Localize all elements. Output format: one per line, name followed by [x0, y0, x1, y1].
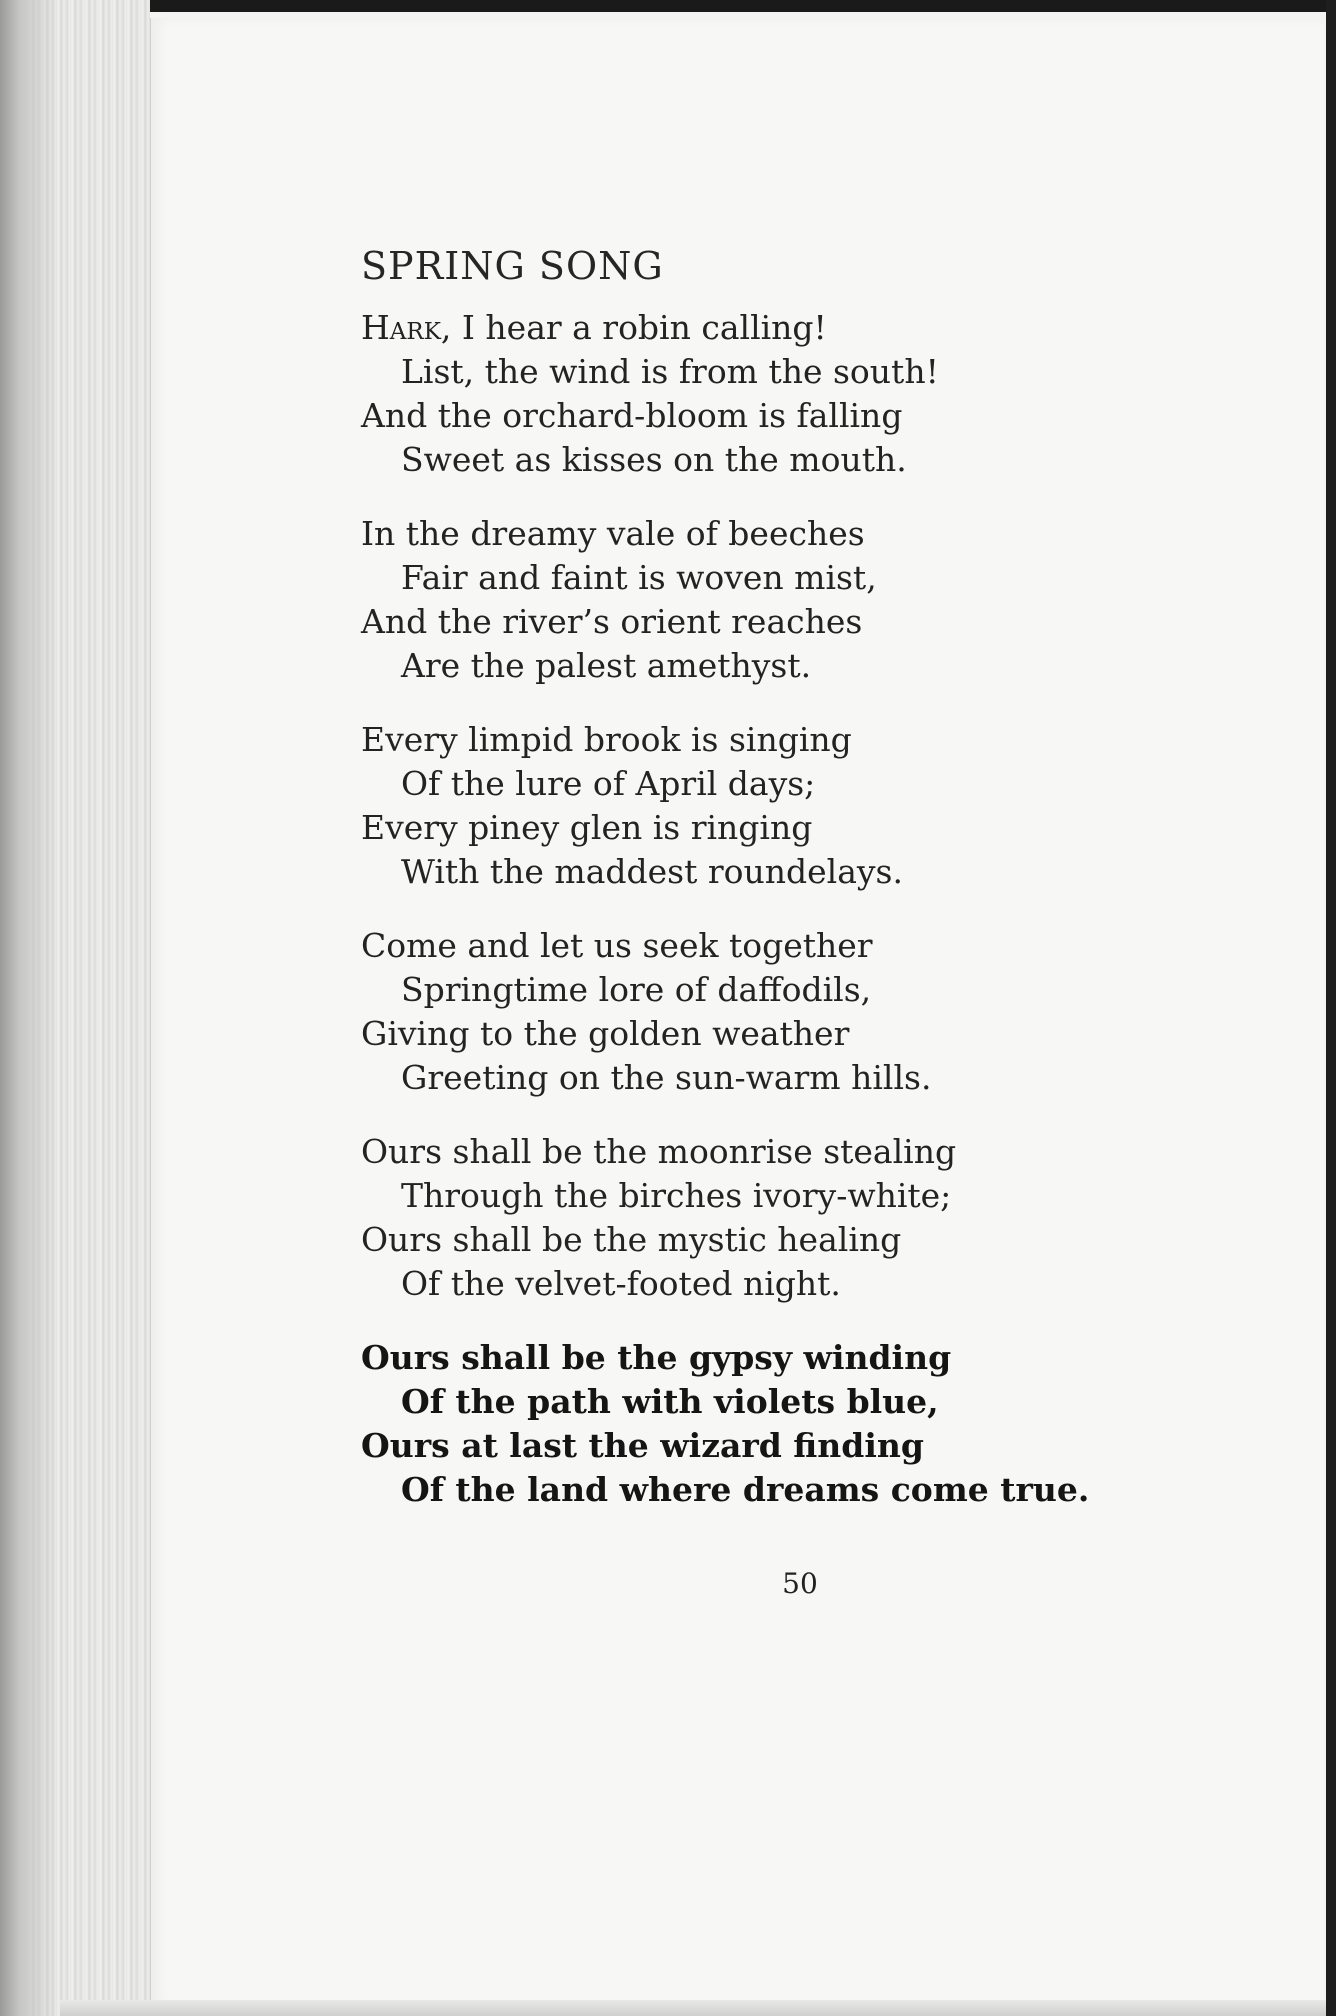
poem-line: Of the lure of April days;: [401, 764, 816, 803]
stanza-6: [361, 1336, 1089, 1512]
book-spine-shadow: [0, 0, 60, 2016]
poem-title: SPRING SONG: [361, 244, 664, 288]
scan-border-right: [1326, 0, 1336, 2016]
poem-line: Come and let us seek together: [361, 926, 873, 965]
poem-line: Ours shall be the gypsy winding: [361, 1338, 952, 1377]
poem-line: Fair and faint is woven mist,: [401, 558, 877, 597]
poem-line: Sweet as kisses on the mouth.: [401, 440, 907, 479]
poem-line: Ours shall be the mystic healing: [361, 1220, 902, 1259]
poem-line: List, the wind is from the south!: [401, 352, 939, 391]
poem-line: Greeting on the sun-warm hills.: [401, 1058, 932, 1097]
poem-line: And the river’s orient reaches: [361, 602, 863, 641]
poem-line: Giving to the golden weather: [361, 1014, 850, 1053]
poem-line: Are the palest amethyst.: [401, 646, 812, 685]
book-bottom-edge: [60, 2000, 1330, 2016]
page-number: 50: [782, 1567, 818, 1600]
poem-line: Of the land where dreams come true.: [401, 1470, 1090, 1509]
poem-line: Ours at last the wizard finding: [361, 1426, 924, 1465]
poem-line: Every limpid brook is singing: [361, 720, 852, 759]
poem-line: Of the velvet-footed night.: [401, 1264, 841, 1303]
poem-line: And the orchard-bloom is falling: [361, 396, 903, 435]
poem-line: With the maddest roundelays.: [401, 852, 903, 891]
stanza-1: [361, 306, 1089, 482]
stanza-2: [361, 512, 1089, 688]
scan-border-top: [0, 0, 1336, 12]
stanza-5: [361, 1130, 1089, 1306]
poem-line: Of the path with violets blue,: [401, 1382, 939, 1421]
poem-line: In the dreamy vale of beeches: [361, 514, 865, 553]
poem-line: Ours shall be the moonrise stealing: [361, 1132, 957, 1171]
poem-line: Through the birches ivory-white;: [401, 1176, 952, 1215]
poem-line-lead: Hark,: [361, 308, 452, 347]
stanza-3: [361, 718, 1089, 894]
poem-line: Every piney glen is ringing: [361, 808, 813, 847]
poem-line: Springtime lore of daffodils,: [401, 970, 872, 1009]
poem-line-rest: I hear a robin calling!: [451, 308, 827, 347]
poem-line: [361, 306, 1089, 350]
stanza-4: [361, 924, 1089, 1100]
poem: [361, 238, 1089, 1542]
